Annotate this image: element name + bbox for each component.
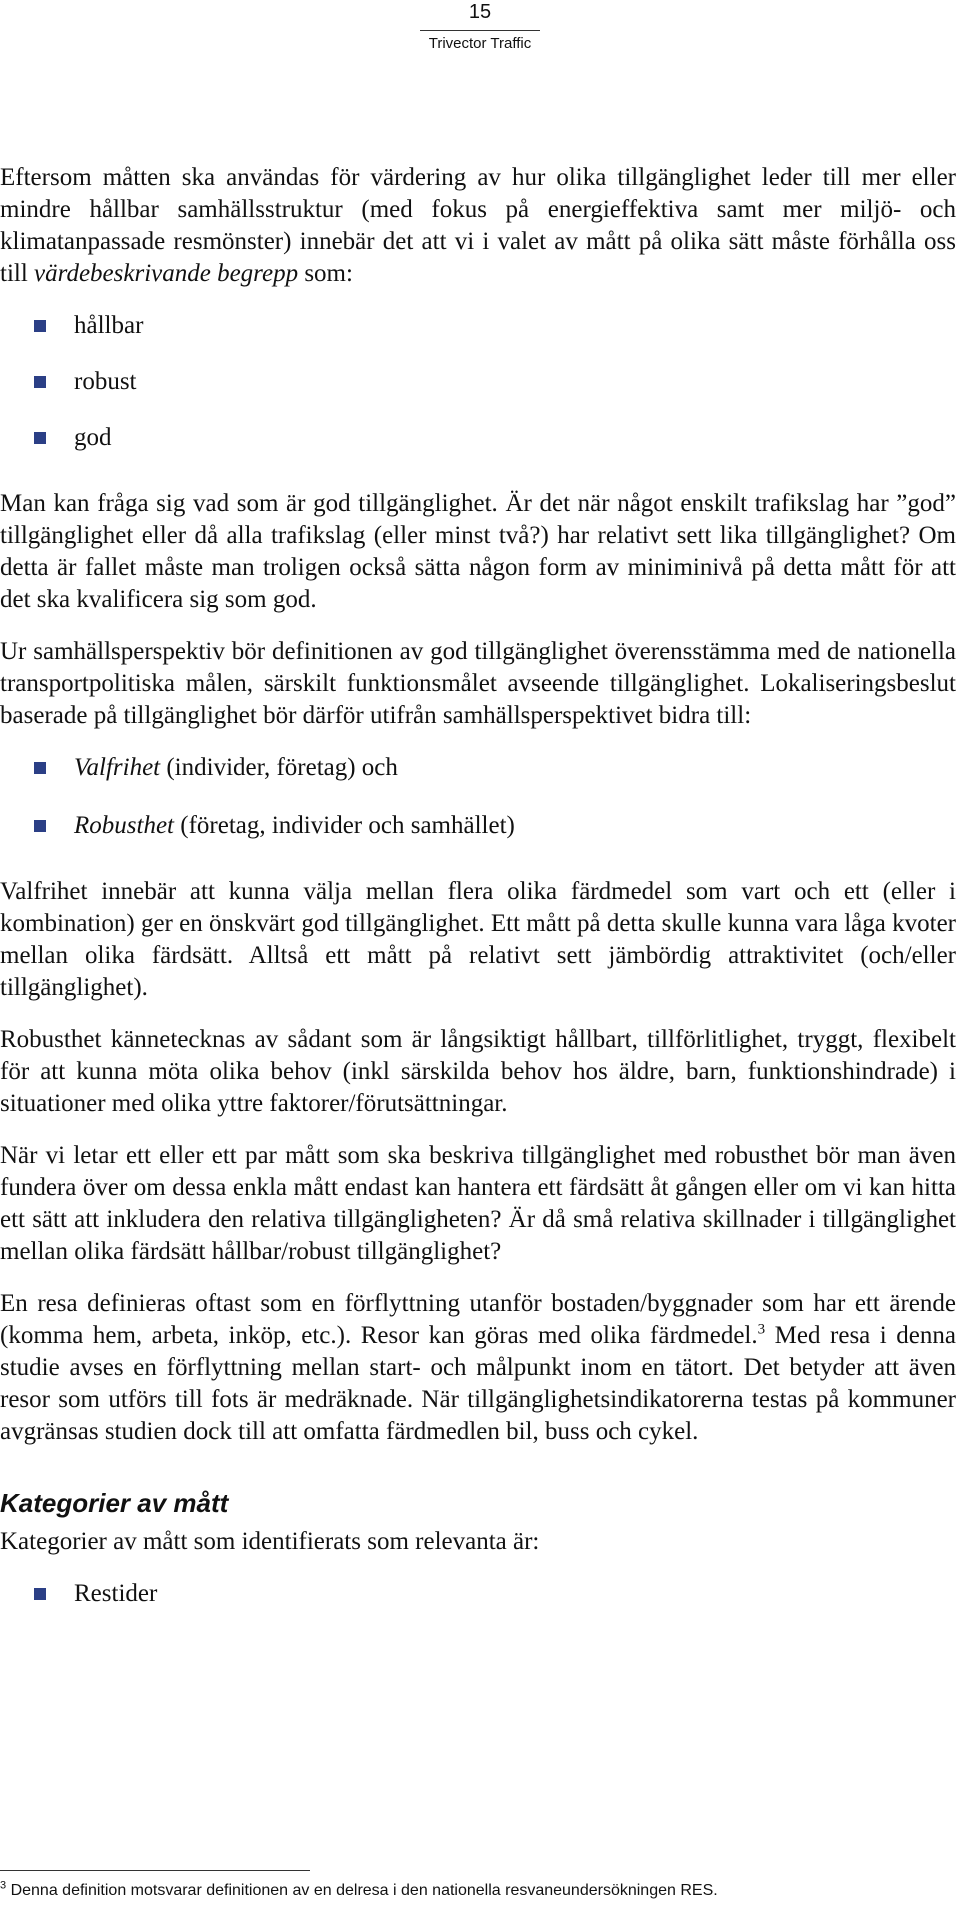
value-terms-list <box>0 310 956 466</box>
list-item <box>0 810 956 854</box>
footnote <box>0 1879 956 1900</box>
footnote-text: Denna definition motsvarar definitionen av en delresa i den nationella resvaneundersökningen RES. <box>6 1882 718 1899</box>
paragraph-5: Robusthet kännetecknas av sådant som är långsiktigt hållbart, tillförlitlighet, tryggt, flexibelt för att kunna möta olika behov (inkl särskilda behov hos äldre, barn, funktionshindrade) i situationer med olika yttre faktorer/förutsättningar. <box>0 1026 956 1117</box>
list-item <box>0 1578 956 1634</box>
section-heading: Kategorier av mått <box>0 1488 229 1518</box>
paragraph-1-tail: som: <box>298 260 353 287</box>
square-bullet-icon <box>34 320 46 332</box>
goals-list <box>0 752 956 854</box>
square-bullet-icon <box>34 820 46 832</box>
categories-list <box>0 1578 956 1634</box>
paragraph-7-text-a: En resa definieras oftast som en förflyttning utanför bostaden/byggnader som har ett ärende (komma hem, arbeta, inköp, etc.). Resor kan göras med olika färdmedel. <box>0 1290 956 1349</box>
square-bullet-icon <box>34 762 46 774</box>
paragraph-1-text: Eftersom måtten ska användas för värdering av hur olika tillgänglighet leder till mer eller mindre hållbar samhällsstruktur (med fokus på energieffektiva samt mer miljö- och klimatanpassade resmönster) innebär det att vi i valet av mått på olika sätt måste förhålla oss till <box>0 164 956 287</box>
page-header <box>420 0 540 52</box>
document-body <box>0 162 956 1656</box>
paragraph-7-text-b: Med resa i denna studie avses en förflyttning mellan start- och målpunkt inom en tätort. Det betyder att även resor som utförs till fots är medräknade. När tillgänglighetsindikatorerna testas på kommuner avgränsas studien dock till att omfatta färdmedlen bil, buss och cykel. <box>0 1322 956 1445</box>
list-item-text: (individer, företag) och <box>160 754 398 781</box>
paragraph-4: Valfrihet innebär att kunna välja mellan flera olika färdmedel som vart och ett (eller i kombination) ger en önskvärt god tillgänglighet. Ett mått på detta skulle kunna vara låga kvoter mellan olika färdsätt. Alltså ett mått på relativt sett jämbördig attraktivitet (och/eller tillgänglighet). <box>0 878 956 1001</box>
paragraph-2: Man kan fråga sig vad som är god tillgänglighet. Är det när något enskilt trafikslag har ”god” tillgänglighet eller då alla trafikslag (eller minst två?) har relativt sett lika tillgänglighet? Om detta är fallet måste man troligen också sätta någon form av miniminivå på detta mått för att det ska kvalificera sig som god. <box>0 490 956 613</box>
list-item-text: robust <box>74 368 137 395</box>
paragraph-7 <box>0 1288 956 1448</box>
paragraph-1 <box>0 162 956 290</box>
list-item-text: god <box>74 424 112 451</box>
header-rule <box>420 30 540 31</box>
paragraph-8: Kategorier av mått som identifierats som relevanta är: <box>0 1528 540 1555</box>
list-item <box>0 310 956 366</box>
footnote-mark: 3 <box>0 1879 7 1892</box>
paragraph-3: Ur samhällsperspektiv bör definitionen av god tillgänglighet överensstämma med de nationella transportpolitiska målen, särskilt funktionsmålet avseende tillgänglighet. Lokaliseringsbeslut baserade på tillgänglighet bör därför utifrån samhällsperspektivet bidra till: <box>0 638 956 729</box>
list-item <box>0 422 956 466</box>
paragraph-6: När vi letar ett eller ett par mått som ska beskriva tillgänglighet med robusthet bör man även fundera över om dessa enkla mått endast kan hantera ett färdsätt åt gången eller om vi kan hitta ett sätt att inkludera den relativa tillgängligheten? Är då små relativa skillnader i tillgänglighet mellan olika färdsätt hållbar/robust tillgänglighet? <box>0 1142 956 1265</box>
list-item-text: (företag, individer och samhället) <box>174 812 515 839</box>
square-bullet-icon <box>34 376 46 388</box>
square-bullet-icon <box>34 1588 46 1600</box>
list-item-emphasis: Valfrihet <box>74 754 161 781</box>
footnote-reference[interactable]: 3 <box>757 1321 766 1338</box>
list-item-text: hållbar <box>74 312 144 339</box>
paragraph-1-emphasis: värdebeskrivande begrepp <box>34 260 299 287</box>
list-item-text: Restider <box>74 1580 158 1607</box>
square-bullet-icon <box>34 432 46 444</box>
page-number: 15 <box>468 1 492 23</box>
list-item <box>0 752 956 810</box>
company-name: Trivector Traffic <box>428 35 532 52</box>
list-item-emphasis: Robusthet <box>74 812 174 839</box>
list-item <box>0 366 956 422</box>
footnote-rule <box>0 1870 310 1871</box>
